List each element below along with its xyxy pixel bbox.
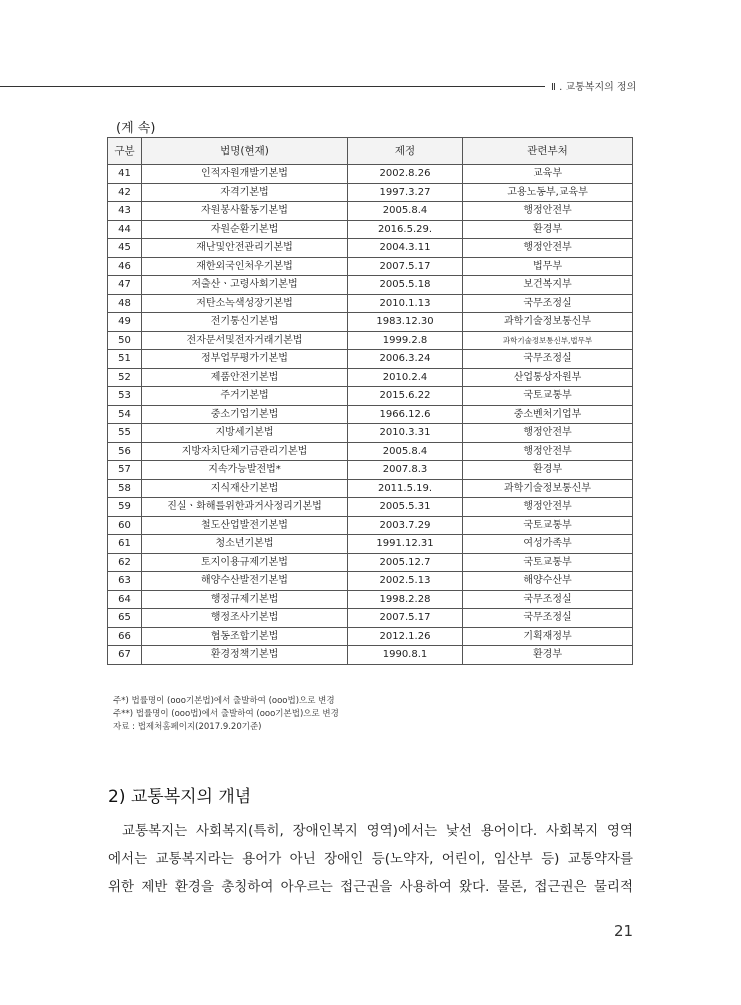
source-line: 자료 : 법제처홈페이지(2017.9.20기준) — [113, 722, 262, 732]
table-row — [108, 313, 633, 332]
row-number: 49 — [108, 313, 142, 332]
enactment-date: 2012.1.26 — [348, 627, 463, 646]
ministry: 국토교통부 — [463, 516, 633, 535]
row-number: 65 — [108, 609, 142, 628]
row-number: 63 — [108, 572, 142, 591]
ministry: 보건복지부 — [463, 276, 633, 295]
law-name: 행정조사기본법 — [142, 609, 348, 628]
enactment-date: 1998.2.28 — [348, 590, 463, 609]
law-name: 지방자치단체기금관리기본법 — [142, 442, 348, 461]
chapter-title: Ⅱ . 교통복지의 정의 — [551, 82, 637, 93]
ministry: 환경부 — [463, 646, 633, 665]
enactment-date: 2005.5.31 — [348, 498, 463, 517]
ministry: 국무조정실 — [463, 350, 633, 369]
law-name: 청소년기본법 — [142, 535, 348, 554]
row-number: 52 — [108, 368, 142, 387]
paragraph-line: 에서는 교통복지라는 용어가 아닌 장애인 등(노약자, 어린이, 임산부 등) 교통약자를 — [108, 851, 633, 867]
enactment-date: 2015.6.22 — [348, 387, 463, 406]
enactment-date: 2005.8.4 — [348, 442, 463, 461]
paragraph-line: 교통복지는 사회복지(특히, 장애인복지 영역)에서는 낯선 용어이다. 사회복지 영역 — [122, 823, 633, 839]
enactment-date: 1983.12.30 — [348, 313, 463, 332]
law-name: 행정규제기본법 — [142, 590, 348, 609]
ministry: 중소벤처기업부 — [463, 405, 633, 424]
enactment-date: 1990.8.1 — [348, 646, 463, 665]
table-row — [108, 627, 633, 646]
table-row — [108, 516, 633, 535]
table-row — [108, 387, 633, 406]
table-row — [108, 479, 633, 498]
law-name: 제품안전기본법 — [142, 368, 348, 387]
ministry: 환경부 — [463, 461, 633, 480]
ministry: 고용노동부,교육부 — [463, 183, 633, 202]
column-header: 관련부처 — [463, 138, 633, 165]
page-number: 21 — [614, 922, 634, 940]
law-name: 저출산ㆍ고령사회기본법 — [142, 276, 348, 295]
law-name: 자원순환기본법 — [142, 220, 348, 239]
law-name: 해양수산발전기본법 — [142, 572, 348, 591]
enactment-date: 1999.2.8 — [348, 331, 463, 350]
law-name: 재한외국인처우기본법 — [142, 257, 348, 276]
ministry: 행정안전부 — [463, 424, 633, 443]
ministry: 법무부 — [463, 257, 633, 276]
table-row — [108, 572, 633, 591]
law-name: 지속가능발전법* — [142, 461, 348, 480]
table-row — [108, 609, 633, 628]
enactment-date: 2016.5.29. — [348, 220, 463, 239]
law-name: 전자문서및전자거래기본법 — [142, 331, 348, 350]
row-number: 66 — [108, 627, 142, 646]
row-number: 43 — [108, 202, 142, 221]
law-name: 저탄소녹색성장기본법 — [142, 294, 348, 313]
law-name: 중소기업기본법 — [142, 405, 348, 424]
enactment-date: 2005.8.4 — [348, 202, 463, 221]
ministry: 국무조정실 — [463, 294, 633, 313]
table-body — [108, 165, 633, 665]
law-name: 협동조합기본법 — [142, 627, 348, 646]
ministry: 과학기술정보통신부 — [463, 313, 633, 332]
row-number: 44 — [108, 220, 142, 239]
table-row — [108, 165, 633, 184]
note-line: 주*) 법률명이 (ooo기본법)에서 출발하여 (ooo법)으로 변경 — [113, 696, 335, 706]
ministry: 산업통상자원부 — [463, 368, 633, 387]
law-name: 지식재산기본법 — [142, 479, 348, 498]
ministry: 국토교통부 — [463, 553, 633, 572]
ministry: 여성가족부 — [463, 535, 633, 554]
law-name: 진실ㆍ화해를위한과거사정리기본법 — [142, 498, 348, 517]
row-number: 58 — [108, 479, 142, 498]
table-row — [108, 220, 633, 239]
ministry: 국무조정실 — [463, 609, 633, 628]
table-row — [108, 276, 633, 295]
enactment-date: 2002.8.26 — [348, 165, 463, 184]
laws-table — [107, 137, 633, 665]
law-name: 자원봉사활동기본법 — [142, 202, 348, 221]
enactment-date: 2005.12.7 — [348, 553, 463, 572]
ministry: 국토교통부 — [463, 387, 633, 406]
row-number: 57 — [108, 461, 142, 480]
ministry: 해양수산부 — [463, 572, 633, 591]
row-number: 64 — [108, 590, 142, 609]
row-number: 50 — [108, 331, 142, 350]
enactment-date: 2007.8.3 — [348, 461, 463, 480]
table-row — [108, 498, 633, 517]
table-continuation-label: (계 속) — [116, 121, 156, 136]
table-row — [108, 590, 633, 609]
row-number: 55 — [108, 424, 142, 443]
note-line: 주**) 법률명이 (ooo법)에서 출발하여 (ooo기본법)으로 변경 — [113, 709, 339, 719]
ministry: 국무조정실 — [463, 590, 633, 609]
row-number: 53 — [108, 387, 142, 406]
table-row — [108, 553, 633, 572]
table-row — [108, 461, 633, 480]
column-header: 법명(현재) — [142, 138, 348, 165]
body-paragraph — [108, 817, 633, 901]
table-row — [108, 202, 633, 221]
enactment-date: 2011.5.19. — [348, 479, 463, 498]
table-row — [108, 646, 633, 665]
table-row — [108, 331, 633, 350]
row-number: 60 — [108, 516, 142, 535]
enactment-date: 2010.1.13 — [348, 294, 463, 313]
table-row — [108, 183, 633, 202]
column-header: 구분 — [108, 138, 142, 165]
enactment-date: 2005.5.18 — [348, 276, 463, 295]
enactment-date: 1991.12.31 — [348, 535, 463, 554]
enactment-date: 2010.3.31 — [348, 424, 463, 443]
enactment-date: 2010.2.4 — [348, 368, 463, 387]
ministry: 행정안전부 — [463, 202, 633, 221]
row-number: 62 — [108, 553, 142, 572]
header-rule — [0, 86, 545, 87]
table-row — [108, 368, 633, 387]
enactment-date: 2002.5.13 — [348, 572, 463, 591]
law-name: 철도산업발전기본법 — [142, 516, 348, 535]
row-number: 47 — [108, 276, 142, 295]
row-number: 61 — [108, 535, 142, 554]
ministry: 교육부 — [463, 165, 633, 184]
ministry: 행정안전부 — [463, 442, 633, 461]
paragraph-line: 위한 제반 환경을 총칭하여 아우르는 접근권을 사용하여 왔다. 물론, 접근권은 물리적 — [108, 879, 633, 895]
table-row — [108, 239, 633, 258]
enactment-date: 2007.5.17 — [348, 609, 463, 628]
enactment-date: 2003.7.29 — [348, 516, 463, 535]
row-number: 51 — [108, 350, 142, 369]
law-name: 인적자원개발기본법 — [142, 165, 348, 184]
table-row — [108, 405, 633, 424]
law-name: 환경정책기본법 — [142, 646, 348, 665]
law-name: 전기통신기본법 — [142, 313, 348, 332]
table-row — [108, 424, 633, 443]
table-row — [108, 535, 633, 554]
enactment-date: 2006.3.24 — [348, 350, 463, 369]
enactment-date: 2007.5.17 — [348, 257, 463, 276]
law-name: 지방세기본법 — [142, 424, 348, 443]
table-row — [108, 257, 633, 276]
ministry: 환경부 — [463, 220, 633, 239]
enactment-date: 1997.3.27 — [348, 183, 463, 202]
table-row — [108, 442, 633, 461]
law-name: 정부업무평가기본법 — [142, 350, 348, 369]
ministry: 과학기술정보통신부,법무부 — [463, 331, 633, 350]
row-number: 59 — [108, 498, 142, 517]
row-number: 67 — [108, 646, 142, 665]
column-header: 제정 — [348, 138, 463, 165]
table-header-row — [108, 138, 633, 165]
law-name: 재난및안전관리기본법 — [142, 239, 348, 258]
law-name: 주거기본법 — [142, 387, 348, 406]
enactment-date: 2004.3.11 — [348, 239, 463, 258]
ministry: 기획재정부 — [463, 627, 633, 646]
row-number: 46 — [108, 257, 142, 276]
ministry: 행정안전부 — [463, 498, 633, 517]
row-number: 48 — [108, 294, 142, 313]
enactment-date: 1966.12.6 — [348, 405, 463, 424]
section-heading: 2) 교통복지의 개념 — [108, 787, 252, 807]
ministry: 과학기술정보통신부 — [463, 479, 633, 498]
law-name: 토지이용규제기본법 — [142, 553, 348, 572]
row-number: 54 — [108, 405, 142, 424]
table-notes — [113, 695, 339, 734]
row-number: 42 — [108, 183, 142, 202]
law-name: 자격기본법 — [142, 183, 348, 202]
ministry: 행정안전부 — [463, 239, 633, 258]
table-row — [108, 350, 633, 369]
row-number: 41 — [108, 165, 142, 184]
row-number: 56 — [108, 442, 142, 461]
table-row — [108, 294, 633, 313]
row-number: 45 — [108, 239, 142, 258]
